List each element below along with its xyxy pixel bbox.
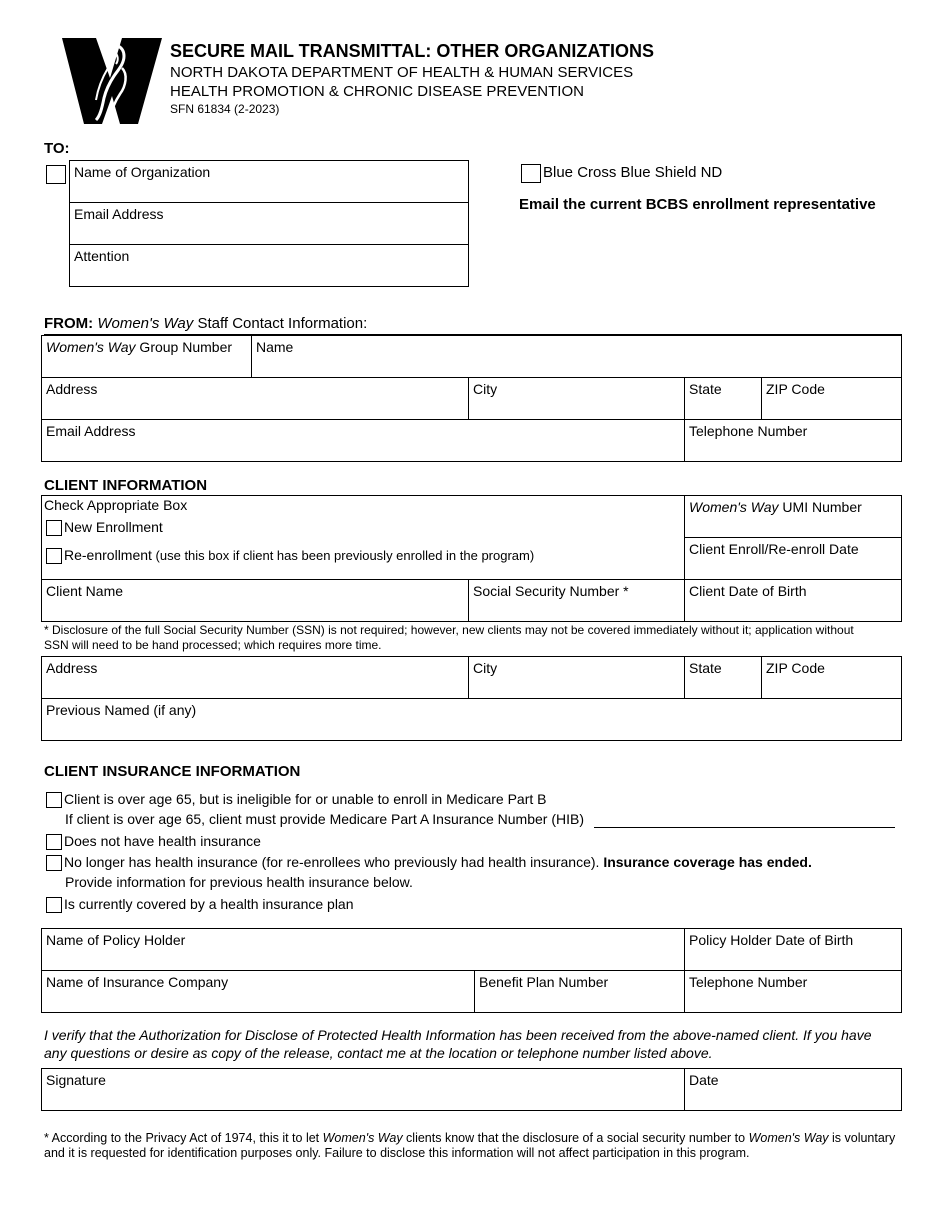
field-label: Name [256,339,294,355]
reenrollment-text: Re-enrollment [64,547,152,563]
client-state-field[interactable] [684,656,762,699]
no-longer-insured-checkbox[interactable] [46,855,62,871]
field-label [46,339,232,355]
previous-names-field[interactable] [41,698,902,741]
no-insurance-checkbox[interactable] [46,834,62,850]
to-email-address-field[interactable] [69,202,469,245]
signature-field[interactable] [41,1068,685,1111]
department-name: NORTH DAKOTA DEPARTMENT OF HEALTH & HUMAN SERVICES [170,64,634,81]
field-label: Attention [74,248,130,264]
currently-covered-label: Is currently covered by a health insurance plan [64,896,354,912]
new-enrollment-label: New Enrollment [64,519,163,535]
field-label: Telephone Number [689,423,808,439]
client-information-heading: CLIENT INFORMATION [44,477,208,494]
womens-way-logo [62,38,162,124]
label-text: Group Number [135,339,233,355]
field-label: Policy Holder Date of Birth [689,932,854,948]
ssn-field[interactable] [468,579,685,622]
form-number: SFN 61834 (2-2023) [170,102,280,116]
currently-covered-checkbox[interactable] [46,897,62,913]
client-address-field[interactable] [41,656,469,699]
staff-email-field[interactable] [41,419,685,462]
coverage-ended-text: Insurance coverage has ended. [603,854,812,870]
bcbs-option-label: Blue Cross Blue Shield ND [543,164,723,181]
field-label: Client Name [46,583,124,599]
new-enrollment-checkbox[interactable] [46,520,62,536]
field-label: ZIP Code [766,381,825,397]
from-heading [44,315,367,332]
label-text: UMI Number [778,499,862,515]
check-appropriate-box-label: Check Appropriate Box [44,497,188,513]
bcbs-checkbox[interactable] [521,164,541,183]
field-label: Client Date of Birth [689,583,807,599]
staff-state-field[interactable] [684,377,762,420]
insurance-company-field[interactable] [41,970,475,1013]
privacy-act-notice [44,1131,895,1161]
program-name: Women's Way [689,499,779,515]
reenrollment-label [64,547,534,563]
date-field[interactable] [684,1068,902,1111]
insurance-telephone-field[interactable] [684,970,902,1013]
division-name: HEALTH PROMOTION & CHRONIC DISEASE PREVENTION [170,83,584,100]
field-label: Name of Policy Holder [46,932,186,948]
organization-checkbox[interactable] [46,165,66,184]
program-name: Women's Way [46,339,136,355]
program-name: Women's Way [322,1131,403,1145]
attention-field[interactable] [69,244,469,287]
ssn-disclosure-line: SSN will need to be hand processed; which requires more time. [44,638,382,652]
benefit-plan-field[interactable] [474,970,685,1013]
reenrollment-checkbox[interactable] [46,548,62,564]
field-label: ZIP Code [766,660,825,676]
field-label: City [473,381,498,397]
group-number-field[interactable] [41,335,252,378]
staff-zip-field[interactable] [761,377,902,420]
form-title: SECURE MAIL TRANSMITTAL: OTHER ORGANIZATIONS [170,41,654,61]
ssn-disclosure [44,623,854,653]
field-label: State [689,660,722,676]
policy-holder-dob-field[interactable] [684,928,902,971]
privacy-text: * According to the Privacy Act of 1974, this it to let [44,1131,323,1145]
staff-telephone-field[interactable] [684,419,902,462]
field-label: State [689,381,722,397]
staff-address-field[interactable] [41,377,469,420]
no-longer-text: No longer has health insurance (for re-enrollees who previously had health insurance). [64,854,604,870]
insurance-heading: CLIENT INSURANCE INFORMATION [44,763,301,780]
field-label: Name of Organization [74,164,211,180]
ssn-disclosure-line: * Disclosure of the full Social Security Number (SSN) is not required; however, new clients may not be covered immediately without it; application without [44,623,854,637]
program-name: Women's Way [97,315,194,332]
field-label: Email Address [74,206,164,222]
client-dob-field[interactable] [684,579,902,622]
field-label: Address [46,660,98,676]
field-label: Client Enroll/Re-enroll Date [689,541,859,557]
staff-city-field[interactable] [468,377,685,420]
field-label: Telephone Number [689,974,808,990]
client-city-field[interactable] [468,656,685,699]
field-label: Address [46,381,98,397]
privacy-line: and it is requested for identification purposes only. Failure to disclose this information will not affect participation in this program. [44,1146,750,1160]
verification-line: any questions or desire as copy of the release, contact me at the location or telephone number listed above. [44,1045,713,1061]
policy-holder-field[interactable] [41,928,685,971]
privacy-text: is voluntary [828,1131,896,1145]
umi-number-field[interactable] [684,495,902,538]
field-label: Social Security Number * [473,583,629,599]
verification-statement [44,1026,871,1062]
field-label: Name of Insurance Company [46,974,229,990]
field-label: Email Address [46,423,136,439]
over-65-checkbox[interactable] [46,792,62,808]
to-label: TO: [44,140,70,157]
field-label: Date [689,1072,719,1088]
program-name: Women's Way [748,1131,829,1145]
field-label: Benefit Plan Number [479,974,609,990]
privacy-line [44,1131,895,1146]
field-label: Previous Named (if any) [46,702,197,718]
field-label: Signature [46,1072,106,1088]
staff-name-field[interactable] [251,335,902,378]
name-of-organization-field[interactable] [69,160,469,203]
bcbs-note: Email the current BCBS enrollment representative [519,196,876,213]
reenrollment-note: (use this box if client has been previously enrolled in the program) [151,548,535,563]
from-label: FROM: [44,315,94,332]
no-longer-insured-label [64,854,812,870]
privacy-text: clients know that the disclosure of a social security number to [402,1131,749,1145]
enroll-date-field[interactable] [684,537,902,580]
provide-info-label: Provide information for previous health insurance below. [65,874,413,890]
over-65-label: Client is over age 65, but is ineligible for or unable to enroll in Medicare Part B [64,791,547,807]
field-label: City [473,660,498,676]
medicare-part-a-label: If client is over age 65, client must provide Medicare Part A Insurance Number (HIB) [65,811,585,827]
verification-line: I verify that the Authorization for Disclose of Protected Health Information has been received from the above-named client. If you have [44,1027,872,1043]
client-zip-field[interactable] [761,656,902,699]
field-label [689,499,862,515]
medicare-number-line[interactable] [594,827,895,828]
no-insurance-label: Does not have health insurance [64,833,261,849]
from-subtitle: Staff Contact Information: [193,315,368,332]
client-name-field[interactable] [41,579,469,622]
